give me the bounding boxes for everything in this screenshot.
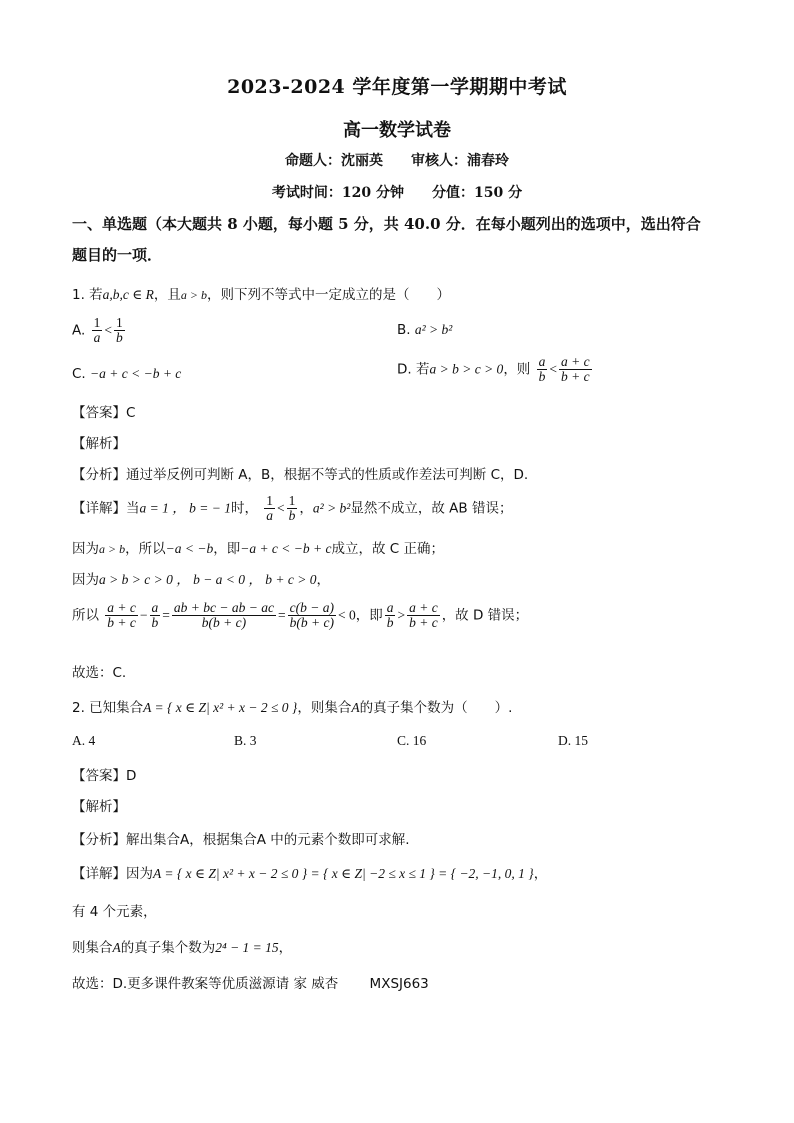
fraction: $\frac{1}{b}$ [288, 493, 296, 524]
q2-stem: 2. 已知集合A = { x ∈ Z| x² + x − 2 ≤ 0 }，则集合A的真子集个数为（ ）. [72, 700, 513, 716]
fraction: $\frac{ab + bc - ab - ac}{b(b + c)}$ [173, 600, 274, 631]
exam-authors: 命题人：沈丽英 审核人：浦春玲 [285, 153, 509, 169]
q1-fenxi: 【分析】通过举反例可判断 A，B，根据不等式的性质或作差法可判断 C，D. [72, 467, 529, 483]
q2-result: 则集合A的真子集个数为2⁴ − 1 = 15， [72, 940, 293, 956]
section-heading-line1: 一、单选题（本大题共 8 小题，每小题 5 分，共 40.0 分．在每小题列出的选项中，选出符合 [72, 215, 701, 233]
fraction: $\frac{c(b - a)}{b(b + c)}$ [289, 600, 334, 631]
section-heading-line2: 题目的一项． [72, 246, 163, 264]
q1-detail-line2: 因为a > b，所以−a < −b，即−a + c < −b + c成立，故 C 正确； [72, 541, 445, 557]
q1-detail-line4: 所以 $\frac{a + c}{b + c}$ − $\frac{a}{b}$ = $\frac{ab + bc - ab - ac}{b(b + c)}$ = $\frac{c(b - a)}{b(b + c)}$ < 0，即 $\frac{a}{b}$ > $\frac{a + c}{b + c}$ ，故 D 错误； [72, 600, 529, 631]
q1-conclusion: 故选：C. [72, 665, 127, 681]
exam-title: 2023-2024 学年度第一学期期中考试 [227, 76, 567, 98]
q1-answer: 【答案】C [72, 405, 136, 421]
q1-option-a: A. $\frac{1}{a}$ < $\frac{1}{b}$ [72, 315, 123, 346]
fraction: $\frac{a + c}{b + c}$ [107, 600, 136, 631]
fraction: $\frac{a}{b}$ [386, 600, 394, 631]
q1-detail-line3: 因为a > b > c > 0 ， b − a < 0 ， b + c > 0， [72, 572, 331, 588]
fraction: $\frac{a + c}{b + c}$ [560, 354, 590, 385]
q2-option-a: A. 4 [72, 733, 96, 748]
q2-option-b: B. 3 [234, 733, 257, 748]
q1-option-d: D. 若a > b > c > 0，则 $\frac{a}{b}$ < $\frac{a + c}{b + c}$ [397, 354, 590, 385]
fraction: $\frac{a + c}{b + c}$ [409, 600, 438, 631]
exam-time-score: 考试时间：120 分钟 分值：150 分 [271, 185, 523, 201]
exam-subtitle: 高一数学试卷 [343, 120, 451, 141]
q2-count: 有 4 个元素， [72, 904, 157, 920]
q2-conclusion: 故选：D.更多课件教案等优质滋源请 家 威杏 MXSJ663 [72, 976, 429, 992]
q2-option-c: C. 16 [397, 733, 427, 748]
q1-detail-line1: 【详解】当a = 1 ， b = − 1时， $\frac{1}{a}$ < $\frac{1}{b}$ ，a² > b²显然不成立，故 AB 错误； [72, 493, 513, 524]
q2-option-d: D. 15 [558, 733, 588, 748]
q1-option-c: C. −a + c < −b + c [72, 366, 182, 382]
q2-detail: 【详解】因为A = { x ∈ Z| x² + x − 2 ≤ 0 } = { x ∈ Z| −2 ≤ x ≤ 1 } = { −2, −1, 0, 1 }， [72, 866, 548, 882]
fraction: $\frac{a}{b}$ [538, 354, 546, 385]
fraction: $\frac{a}{b}$ [151, 600, 159, 631]
fraction: $\frac{1}{b}$ [115, 315, 123, 346]
q1-analysis-label: 【解析】 [72, 436, 126, 452]
q2-fenxi: 【分析】解出集合A，根据集合A 中的元素个数即可求解. [72, 832, 410, 848]
fraction: $\frac{1}{a}$ [266, 493, 274, 524]
q2-analysis-label: 【解析】 [72, 799, 126, 815]
q1-stem: 1. 若a,b,c ∈ R，且a > b，则下列不等式中一定成立的是（ ） [72, 287, 451, 303]
q1-option-b: B. a² > b² [397, 322, 453, 338]
q2-answer: 【答案】D [72, 768, 137, 784]
fraction: $\frac{1}{a}$ [93, 315, 101, 346]
